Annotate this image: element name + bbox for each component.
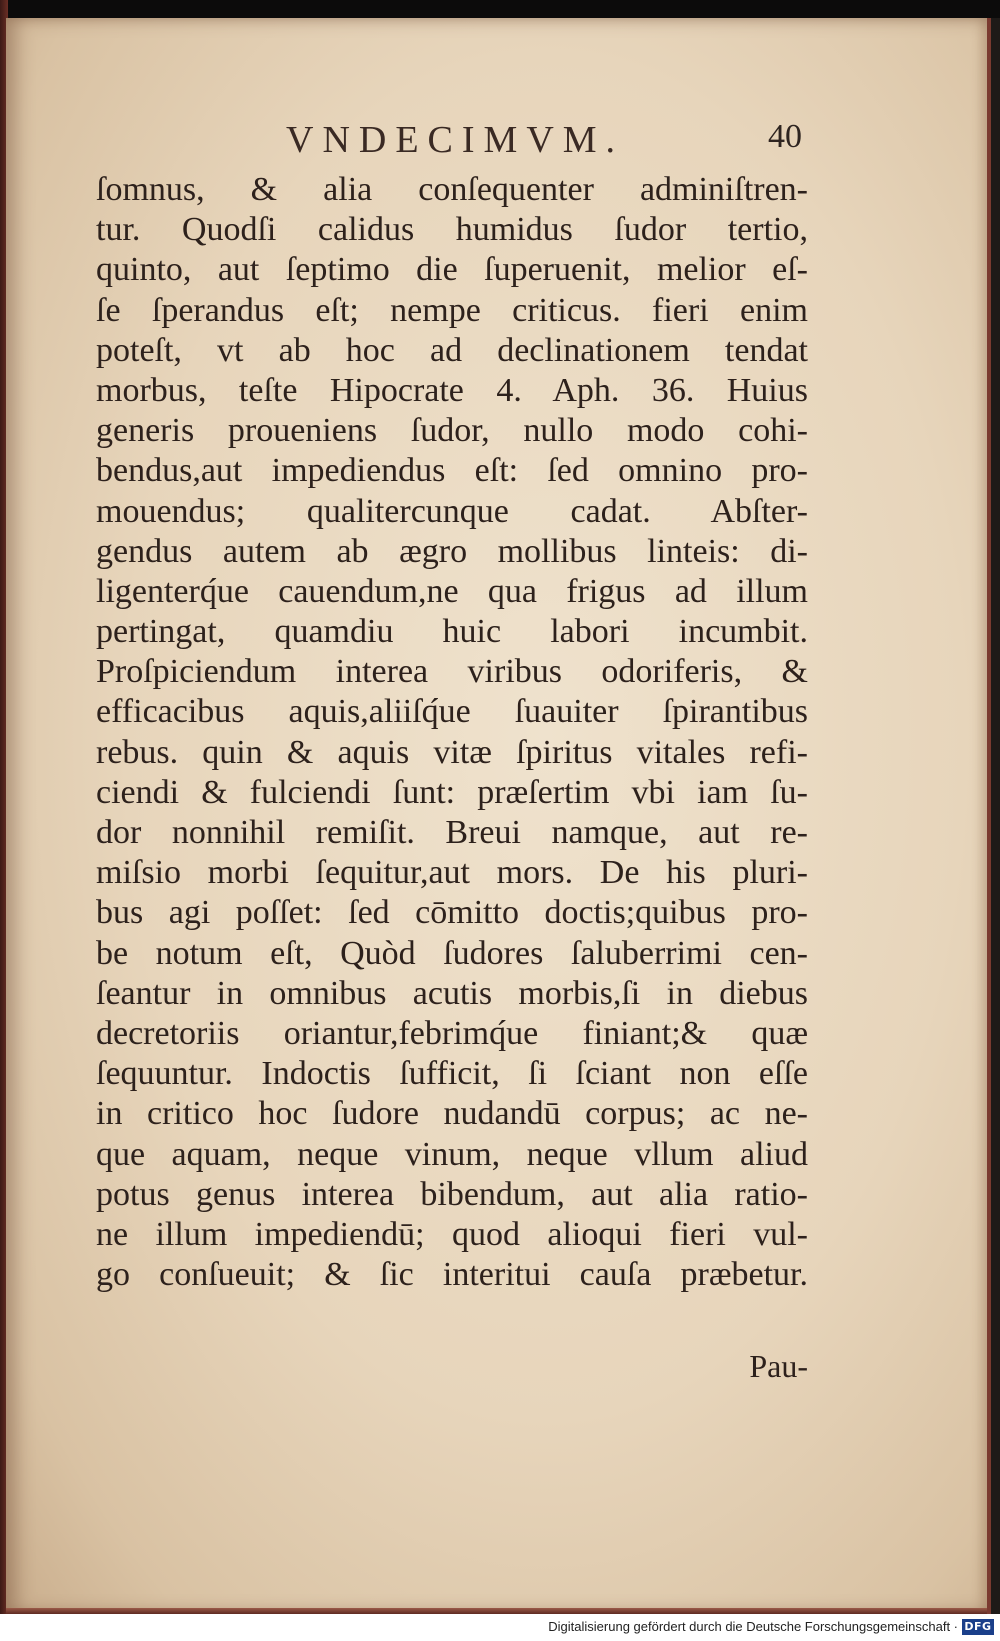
text-line: ciendi & fulciendi ſunt: præſertim vbi iam ſu- [96,773,808,811]
page-number: 40 [768,118,802,155]
scan-background-top [0,0,1000,18]
text-line: potus genus interea bibendum, aut alia ratio- [96,1175,808,1213]
dfg-logo: DFG [962,1619,994,1635]
text-line: dor nonnihil remiſit. Breui namque, aut re- [96,814,808,851]
text-line: quinto, aut ſeptimo die ſuperuenit, melior eſ- [96,251,808,289]
running-head-title: VNDECIMVM. [286,119,625,161]
text-line: ne illum impediendū; quod alioqui fieri vul- [96,1215,808,1253]
text-line: bus agi poſſet: ſed cōmitto doctis;quibus pro- [96,894,808,932]
footer-bar [0,1614,1000,1641]
running-head [96,106,808,162]
text-line: go conſueuit; & ſic interitui cauſa præbetur. [96,1256,808,1294]
text-line: Proſpiciendum interea viribus odoriferis, & [96,653,808,691]
text-line: mouendus; qualitercunque cadat. Abſter- [96,492,808,530]
funding-credit: Digitalisierung gefördert durch die Deutsche Forschungsgemeinschaft · [548,1619,958,1634]
text-line: decretoriis oriantur,febrimq́ue finiant;& quæ [96,1014,808,1052]
text-line: tur. Quodſi calidus humidus ſudor tertio, [96,211,808,249]
text-line: generis prоueniens ſudor, nullo modo cohi- [96,412,808,450]
text-line: in critico hoc ſudore nudandū corpus; ac ne- [96,1095,808,1133]
text-line: pertingat, quamdiu huic labori incumbit. [96,613,808,651]
book-page [6,18,991,1614]
text-line: ſomnus, & alia conſequenter adminiſtren- [96,171,808,208]
text-line: que aquam, neque vinum, neque vllum aliud [96,1135,808,1173]
text-line: bendus,aut impediendus eſt: ſed omnino pro- [96,452,808,490]
text-line: ligenterq́ue cauendum,ne qua frigus ad illum [96,572,808,610]
text-line: poteſt, vt ab hoc ad declinationem tendat [96,331,808,369]
text-line: gendus autem ab ægro mollibus linteis: di- [96,532,808,570]
text-line: morbus, teſte Hipocrate 4. Aph. 36. Huius [96,371,808,409]
text-line: efficacibus aquis,aliiſq́ue ſuauiter ſpirantibus [96,693,808,731]
text-line: miſsio morbi ſequitur,aut mors. De his pluri- [96,854,808,892]
text-line: ſe ſperandus eſt; nempe criticus. fieri enim [96,291,808,329]
catchword: Pau- [749,1348,808,1384]
text-line: ſequuntur. Indoctis ſufficit, ſi ſciant non eſſe [96,1055,808,1093]
body-text [96,170,808,1295]
text-line: rebus. quin & aquis vitæ ſpiritus vitales refi- [96,733,808,771]
text-line: be notum eſt, Quòd ſudores ſaluberrimi cen- [96,934,808,972]
text-line: ſeantur in omnibus acutis morbis,ſi in diebus [96,974,808,1012]
